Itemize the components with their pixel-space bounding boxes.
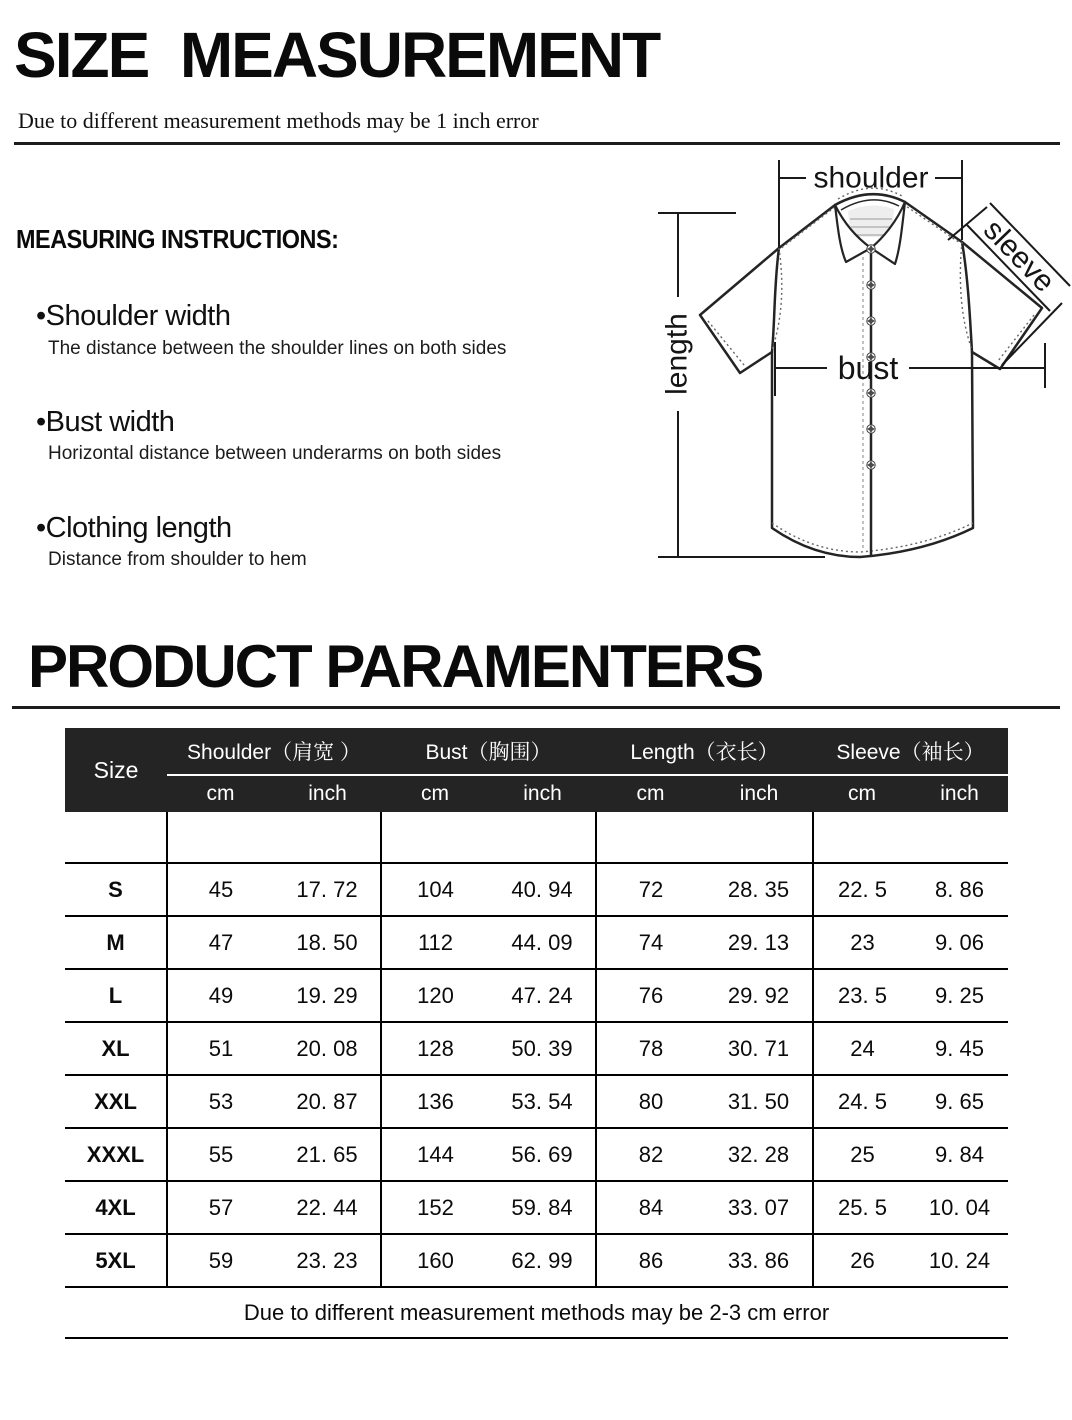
value-cell: 40. 94: [511, 876, 573, 902]
value-cell: 45: [167, 863, 274, 916]
value-cell: 31. 50: [727, 1088, 790, 1114]
value-cell: 136: [381, 1075, 489, 1128]
size-cell: 5XL: [95, 1247, 136, 1273]
spacer-cell: [705, 812, 813, 863]
spacer-cell: [274, 812, 381, 863]
value-cell: 84: [596, 1181, 705, 1234]
spacer-cell: [813, 812, 911, 863]
value-cell: 10. 24: [928, 1247, 991, 1273]
table-row: [65, 1181, 1008, 1234]
value-cell: 33. 86: [727, 1247, 790, 1273]
spacer-cell: [489, 812, 596, 863]
value-cell: 44. 09: [511, 929, 573, 955]
col-header-bust-cm: cm: [381, 775, 489, 812]
length-measure-label: length: [660, 313, 694, 395]
value-cell: 72: [596, 863, 705, 916]
table-row: [65, 1234, 1008, 1287]
value-cell: 10. 04: [928, 1194, 991, 1220]
page-title: SIZE MEASUREMENT: [14, 19, 660, 91]
instruction-shoulder-description: The distance between the shoulder lines on both sides: [48, 338, 507, 359]
value-cell: 57: [167, 1181, 274, 1234]
table-row: [65, 863, 1008, 916]
spacer-cell: [381, 812, 489, 863]
spacer-cell: [596, 812, 705, 863]
value-cell: 9. 65: [935, 1088, 984, 1114]
value-cell: 28. 35: [727, 876, 790, 902]
value-cell: 25: [813, 1128, 911, 1181]
size-table-body: [65, 812, 1008, 1287]
value-cell: 23. 23: [296, 1247, 358, 1273]
value-cell: 20. 87: [296, 1088, 358, 1114]
value-cell: 30. 71: [727, 1035, 790, 1061]
value-cell: 53. 54: [511, 1088, 573, 1114]
col-header-sleeve-cm: cm: [813, 775, 911, 812]
value-cell: 9. 84: [935, 1141, 984, 1167]
value-cell: 23: [813, 916, 911, 969]
value-cell: 62. 99: [511, 1247, 573, 1273]
col-header-bust-inch: inch: [489, 775, 596, 812]
value-cell: 22. 44: [296, 1194, 358, 1220]
value-cell: 29. 92: [727, 982, 790, 1008]
size-cell: XXXL: [86, 1141, 145, 1167]
size-cell: M: [106, 929, 125, 955]
value-cell: 47: [167, 916, 274, 969]
instruction-length-description: Distance from shoulder to hem: [48, 549, 307, 570]
table-note: Due to different measurement methods may be 2-3 cm error: [65, 1288, 1008, 1339]
col-header-shoulder-inch: inch: [274, 775, 381, 812]
value-cell: 9. 06: [935, 929, 984, 955]
value-cell: 26: [813, 1234, 911, 1287]
value-cell: 160: [381, 1234, 489, 1287]
value-cell: 24: [813, 1022, 911, 1075]
value-cell: 152: [381, 1181, 489, 1234]
col-header-size: Size: [65, 728, 167, 812]
value-cell: 51: [167, 1022, 274, 1075]
value-cell: 20. 08: [296, 1035, 358, 1061]
instruction-bust-label: •Bust width: [36, 406, 175, 438]
size-cell: L: [108, 982, 123, 1008]
divider-line-parameters: [12, 706, 1060, 709]
table-row: [65, 1128, 1008, 1181]
table-row: [65, 1022, 1008, 1075]
value-cell: 18. 50: [296, 929, 358, 955]
value-cell: 59. 84: [511, 1194, 573, 1220]
instruction-bust-description: Horizontal distance between underarms on both sides: [48, 443, 502, 464]
value-cell: 50. 39: [511, 1035, 573, 1061]
instruction-shoulder-label: •Shoulder width: [36, 300, 231, 332]
value-cell: 76: [596, 969, 705, 1022]
parameters-section-title: PRODUCT PARAMENTERS: [28, 633, 763, 700]
value-cell: 22. 5: [813, 863, 911, 916]
value-cell: 24. 5: [813, 1075, 911, 1128]
value-cell: 9. 45: [935, 1035, 984, 1061]
value-cell: 19. 29: [296, 982, 358, 1008]
spacer-cell: [65, 812, 167, 863]
value-cell: 47. 24: [511, 982, 573, 1008]
sleeve-measure-label: sleeve: [977, 213, 1061, 299]
value-cell: 128: [381, 1022, 489, 1075]
spacer-cell: [911, 812, 1008, 863]
value-cell: 59: [167, 1234, 274, 1287]
size-table-container: [65, 728, 1008, 1339]
value-cell: 53: [167, 1075, 274, 1128]
col-group-length: Length（衣长）: [596, 728, 813, 775]
value-cell: 9. 25: [935, 982, 984, 1008]
shoulder-measure-label: shoulder: [813, 161, 929, 195]
value-cell: 112: [381, 916, 489, 969]
col-header-shoulder-cm: cm: [167, 775, 274, 812]
value-cell: 29. 13: [727, 929, 790, 955]
size-cell: 4XL: [95, 1194, 136, 1220]
bust-measure-label: bust: [837, 350, 899, 386]
value-cell: 78: [596, 1022, 705, 1075]
col-header-length-inch: inch: [705, 775, 813, 812]
value-cell: 144: [381, 1128, 489, 1181]
size-cell: XL: [101, 1035, 130, 1061]
size-cell: S: [108, 876, 123, 902]
size-cell: XXL: [94, 1088, 137, 1114]
value-cell: 104: [381, 863, 489, 916]
table-row: [65, 969, 1008, 1022]
value-cell: 21. 65: [296, 1141, 358, 1167]
col-header-length-cm: cm: [596, 775, 705, 812]
instructions-heading: MEASURING INSTRUCTIONS:: [16, 224, 339, 254]
value-cell: 8. 86: [935, 876, 984, 902]
value-cell: 33. 07: [727, 1194, 790, 1220]
value-cell: 17. 72: [296, 876, 358, 902]
value-cell: 120: [381, 969, 489, 1022]
shirt-placket: [863, 250, 871, 555]
col-group-shoulder: Shoulder（肩宽 ）: [167, 728, 381, 775]
table-row: [65, 916, 1008, 969]
page-subtitle: Due to different measurement methods may be 1 inch error: [18, 108, 539, 133]
size-table-header: [65, 728, 1008, 812]
spacer-cell: [167, 812, 274, 863]
value-cell: 32. 28: [727, 1141, 790, 1167]
spacer-row: [65, 812, 1008, 863]
instruction-length-label: •Clothing length: [36, 512, 232, 544]
col-header-sleeve-inch: inch: [911, 775, 1008, 812]
col-group-bust: Bust（胸围）: [381, 728, 596, 775]
col-group-sleeve: Sleeve（袖长）: [813, 728, 1008, 775]
value-cell: 86: [596, 1234, 705, 1287]
value-cell: 82: [596, 1128, 705, 1181]
shirt-measurement-diagram: [622, 145, 1072, 605]
value-cell: 80: [596, 1075, 705, 1128]
value-cell: 25. 5: [813, 1181, 911, 1234]
value-cell: 74: [596, 916, 705, 969]
value-cell: 23. 5: [813, 969, 911, 1022]
bust-measure-lines: [775, 342, 1045, 396]
table-row: [65, 1075, 1008, 1128]
value-cell: 49: [167, 969, 274, 1022]
value-cell: 55: [167, 1128, 274, 1181]
value-cell: 56. 69: [511, 1141, 573, 1167]
size-table: [65, 728, 1008, 1288]
